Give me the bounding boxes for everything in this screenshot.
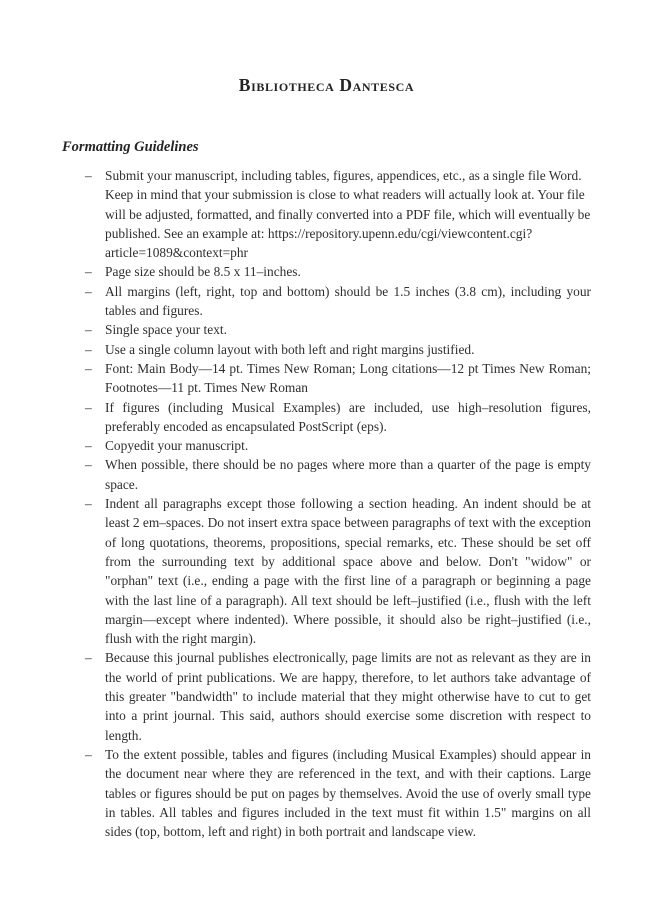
guideline-text: To the extent possible, tables and figures (including Musical Examples) should appear in the document near where they are referenced in the text, and with their captions. Large tables or figures should be put on pages by themselves. Avoid the use of overly small type in tables. All tables and figures included in the text must fit within 1.5" margins on all sides (top, bottom, left and right) in both portrait and landscape view. bbox=[105, 746, 591, 840]
dash-bullet-marker: – bbox=[85, 746, 92, 762]
dash-bullet-marker: – bbox=[85, 341, 92, 357]
guideline-text: If figures (including Musical Examples) are included, use high–resolution figures, preferably encoded as encapsulated PostScript (eps). bbox=[105, 399, 591, 434]
guideline-text: When possible, there should be no pages where more than a quarter of the page is empty space. bbox=[105, 457, 591, 492]
guideline-text: All margins (left, right, top and bottom) should be 1.5 inches (3.8 cm), including your tables and figures. bbox=[105, 283, 591, 319]
section-heading: Formatting Guidelines bbox=[62, 139, 199, 155]
guideline-item bbox=[62, 398, 591, 437]
guideline-item bbox=[62, 648, 591, 744]
guideline-text: Font: Main Body—14 pt. Times New Roman; Long citations—12 pt Times New Roman; Footnotes—11 pt. Times New Roman bbox=[105, 360, 591, 396]
journal-title: Bibliotheca Dantesca bbox=[238, 75, 415, 95]
guideline-item bbox=[62, 340, 591, 359]
guideline-item bbox=[62, 166, 591, 262]
guideline-text: Single space your text. bbox=[105, 322, 227, 338]
guideline-text: Page size should be 8.5 x 11–inches. bbox=[105, 264, 301, 280]
dash-bullet-marker: – bbox=[85, 360, 92, 376]
dash-bullet-marker: – bbox=[85, 283, 92, 299]
guideline-item bbox=[62, 455, 591, 494]
dash-bullet-marker: – bbox=[85, 399, 92, 415]
dash-bullet-marker: – bbox=[85, 650, 92, 666]
dash-bullet-marker: – bbox=[85, 496, 92, 512]
dash-bullet-marker: – bbox=[85, 264, 92, 280]
guideline-item bbox=[62, 745, 591, 841]
guideline-text: Use a single column layout with both left and right margins justified. bbox=[105, 341, 475, 357]
dash-bullet-marker: – bbox=[85, 438, 92, 454]
guideline-text: Indent all paragraphs except those following a section heading. An indent should be at least 2 em–spaces. Do not insert extra space between paragraphs of text with the exception of long quotations, theorems, propositions, special remarks, etc. These should be set off from the surrounding text by additional space above and below. Don't "widow" or "orphan" text (i.e., ending a page with the first line of a paragraph or beginning a page with the last line of a paragraph). All text should be left–justified (i.e., flush with the left margin—except where indented). Where possible, it should also be right–justified (i.e., flush with the right margin). bbox=[105, 496, 591, 647]
guidelines-list bbox=[62, 166, 591, 841]
guideline-item bbox=[62, 494, 591, 648]
guideline-text: Copyedit your manuscript. bbox=[105, 438, 249, 454]
dash-bullet-marker: – bbox=[85, 322, 92, 338]
guideline-item bbox=[62, 262, 591, 281]
dash-bullet-marker: – bbox=[85, 168, 92, 183]
guideline-item bbox=[62, 436, 591, 455]
dash-bullet-marker: – bbox=[85, 457, 92, 473]
guideline-item bbox=[62, 320, 591, 339]
guideline-text: Because this journal publishes electronically, page limits are not as relevant as they are in the world of print publications. We are happy, therefore, to let authors take advantage of this greater "bandwidth" to include material that they might otherwise have to cut to get into a print journal. This said, authors should exercise some discretion with respect to length. bbox=[105, 650, 591, 743]
guideline-item bbox=[62, 282, 591, 321]
guideline-item bbox=[62, 359, 591, 398]
guideline-text: Submit your manuscript, including tables, figures, appendices, etc., as a single file Word. Keep in mind that your submission is close to what readers will actually look at. Your file will be adjusted, formatted, and finally converted into a PDF file, which will eventually be published. See an example at: https://repository.upenn.edu/cgi/viewcontent.cgi?article=1089&context=phr bbox=[105, 168, 591, 261]
